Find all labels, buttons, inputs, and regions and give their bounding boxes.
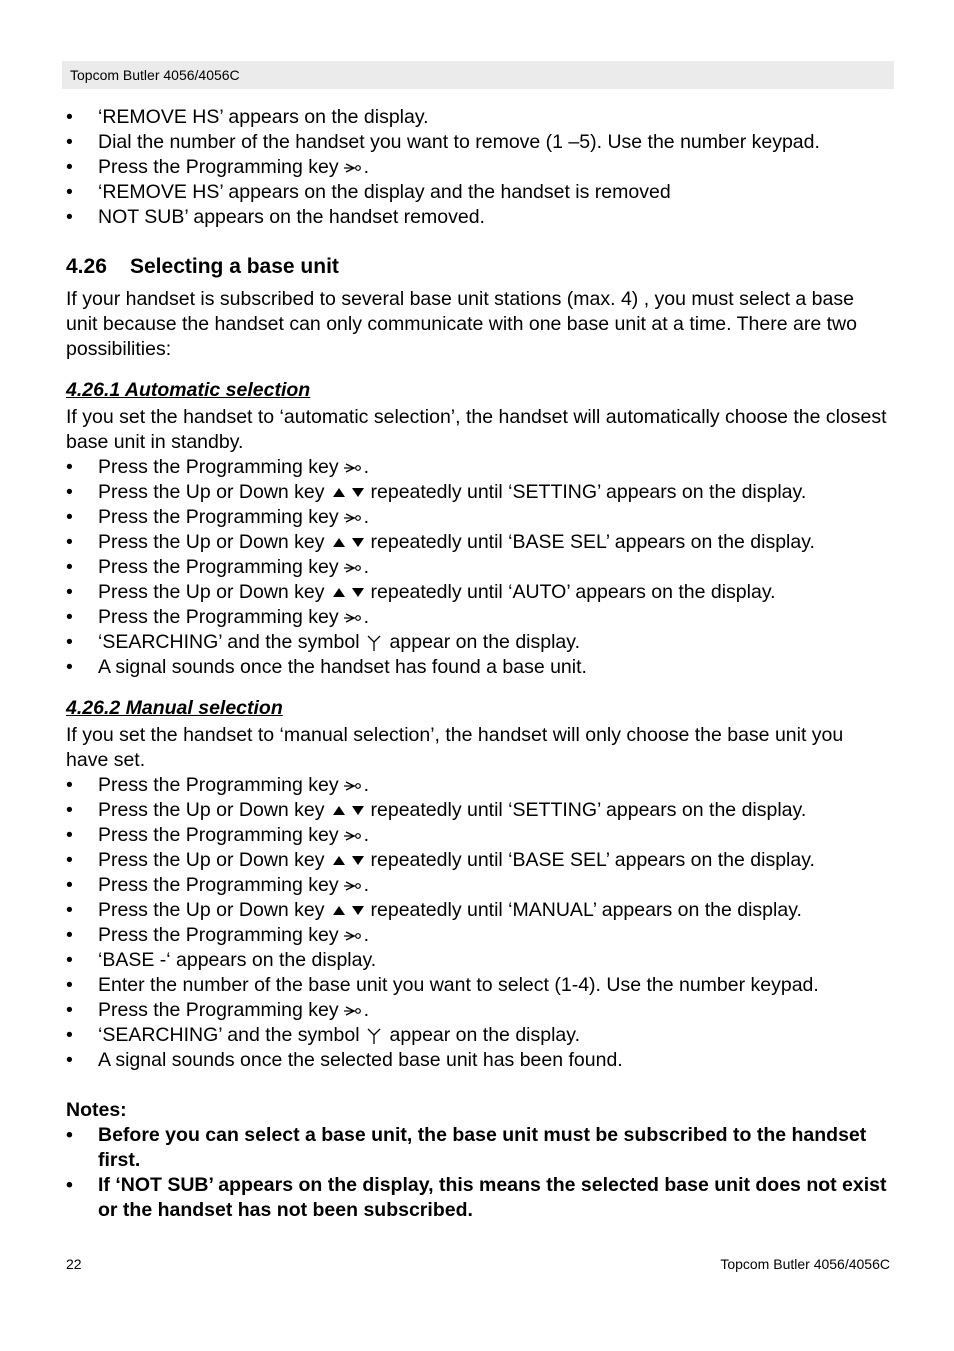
bullet: • xyxy=(66,631,73,653)
bullet: • xyxy=(66,1049,73,1071)
list-item: • Press the Programming key . xyxy=(66,824,370,846)
list-item: • Enter the number of the base unit you want to select (1-4). Use the number keypad. xyxy=(66,974,819,996)
list-item: • Press the Programming key . xyxy=(66,924,370,946)
list-item: • ‘SEARCHING’ and the symbol appear on the display. xyxy=(66,1024,580,1046)
programming-key-icon xyxy=(343,929,363,943)
manual-selection-heading: 4.26.2 Manual selection xyxy=(66,697,283,719)
antenna-icon xyxy=(366,634,382,652)
bullet: • xyxy=(66,606,73,628)
programming-key-icon xyxy=(343,1004,363,1018)
up-down-arrow-icon xyxy=(331,585,367,599)
bullet: • xyxy=(66,481,73,503)
notes-list xyxy=(66,1123,890,1223)
list-item: • Press the Programming key . xyxy=(66,774,370,796)
list-item: • ‘REMOVE HS’ appears on the display. xyxy=(66,106,429,128)
list-item: • Press the Programming key . xyxy=(66,156,370,178)
list-item: • Dial the number of the handset you want to remove (1 –5). Use the number keypad. xyxy=(66,131,820,153)
note-item: • Before you can select a base unit, the base unit must be subscribed to the handset first. xyxy=(66,1124,867,1171)
section-intro: If your handset is subscribed to several base unit stations (max. 4) , you must select a base unit because the handset can only communicate with one base unit at a time. There are two possibilities: xyxy=(66,288,857,360)
up-down-arrow-icon xyxy=(331,535,367,549)
bullet: • xyxy=(66,156,73,178)
list-item: • Press the Up or Down key repeatedly until ‘AUTO’ appears on the display. xyxy=(66,581,776,603)
antenna-icon xyxy=(366,1027,382,1045)
bullet: • xyxy=(66,181,73,203)
list-item: • ‘REMOVE HS’ appears on the display and the handset is removed xyxy=(66,181,671,203)
programming-key-icon xyxy=(343,161,363,175)
bullet: • xyxy=(66,949,73,971)
header-title: Topcom Butler 4056/4056C xyxy=(70,67,240,83)
automatic-steps-list xyxy=(66,455,890,680)
bullet: • xyxy=(66,556,73,578)
manual-steps-list xyxy=(66,773,890,1073)
programming-key-icon xyxy=(343,461,363,475)
list-item: • Press the Up or Down key repeatedly until ‘BASE SEL’ appears on the display. xyxy=(66,531,815,553)
programming-key-icon xyxy=(343,829,363,843)
list-item: • Press the Programming key . xyxy=(66,506,370,528)
notes-title: Notes: xyxy=(66,1099,127,1121)
bullet: • xyxy=(66,874,73,896)
bullet: • xyxy=(66,824,73,846)
bullet: • xyxy=(66,849,73,871)
header-bar xyxy=(62,61,894,89)
bullet: • xyxy=(66,1174,73,1196)
programming-key-icon xyxy=(343,611,363,625)
section-title: Selecting a base unit xyxy=(130,255,339,278)
list-item: • A signal sounds once the selected base unit has been found. xyxy=(66,1049,623,1071)
bullet: • xyxy=(66,1024,73,1046)
section-number: 4.26 xyxy=(66,255,107,278)
list-item: • Press the Up or Down key repeatedly until ‘SETTING’ appears on the display. xyxy=(66,481,807,503)
programming-key-icon xyxy=(343,511,363,525)
bullet: • xyxy=(66,531,73,553)
list-item: • ‘SEARCHING’ and the symbol appear on the display. xyxy=(66,631,580,653)
bullet: • xyxy=(66,999,73,1021)
up-down-arrow-icon xyxy=(331,485,367,499)
bullet: • xyxy=(66,206,73,228)
up-down-arrow-icon xyxy=(331,853,367,867)
automatic-selection-heading: 4.26.1 Automatic selection xyxy=(66,379,311,401)
bullet: • xyxy=(66,506,73,528)
list-item: • Press the Programming key . xyxy=(66,606,370,628)
automatic-selection-intro: If you set the handset to ‘automatic selection’, the handset will automatically choose the closest base unit in standby. xyxy=(66,406,887,453)
programming-key-icon xyxy=(343,779,363,793)
note-item: • If ‘NOT SUB’ appears on the display, this means the selected base unit does not exist or the handset has not been subscribed. xyxy=(66,1174,887,1221)
up-down-arrow-icon xyxy=(331,903,367,917)
list-item: • A signal sounds once the handset has found a base unit. xyxy=(66,656,587,678)
bullet: • xyxy=(66,974,73,996)
programming-key-icon xyxy=(343,879,363,893)
bullet: • xyxy=(66,799,73,821)
list-item: • Press the Programming key . xyxy=(66,999,370,1021)
bullet: • xyxy=(66,131,73,153)
footer-title: Topcom Butler 4056/4056C xyxy=(720,1256,890,1272)
bullet: • xyxy=(66,1124,73,1146)
bullet: • xyxy=(66,456,73,478)
manual-selection-intro: If you set the handset to ‘manual selection’, the handset will only choose the base unit you have set. xyxy=(66,724,844,771)
bullet: • xyxy=(66,581,73,603)
section-heading xyxy=(66,253,890,281)
bullet: • xyxy=(66,774,73,796)
page-number: 22 xyxy=(66,1256,82,1272)
list-item: • NOT SUB’ appears on the handset removed. xyxy=(66,206,485,228)
remove-handset-list xyxy=(66,105,890,230)
list-item: • Press the Up or Down key repeatedly until ‘MANUAL’ appears on the display. xyxy=(66,899,802,921)
list-item: • Press the Programming key . xyxy=(66,556,370,578)
up-down-arrow-icon xyxy=(331,803,367,817)
list-item: • Press the Programming key . xyxy=(66,874,370,896)
list-item: • Press the Up or Down key repeatedly until ‘BASE SEL’ appears on the display. xyxy=(66,849,815,871)
bullet: • xyxy=(66,656,73,678)
bullet: • xyxy=(66,924,73,946)
bullet: • xyxy=(66,899,73,921)
page-content xyxy=(66,105,890,1223)
bullet: • xyxy=(66,106,73,128)
list-item: • Press the Programming key . xyxy=(66,456,370,478)
programming-key-icon xyxy=(343,561,363,575)
list-item: • ‘BASE -‘ appears on the display. xyxy=(66,949,377,971)
list-item: • Press the Up or Down key repeatedly until ‘SETTING’ appears on the display. xyxy=(66,799,807,821)
